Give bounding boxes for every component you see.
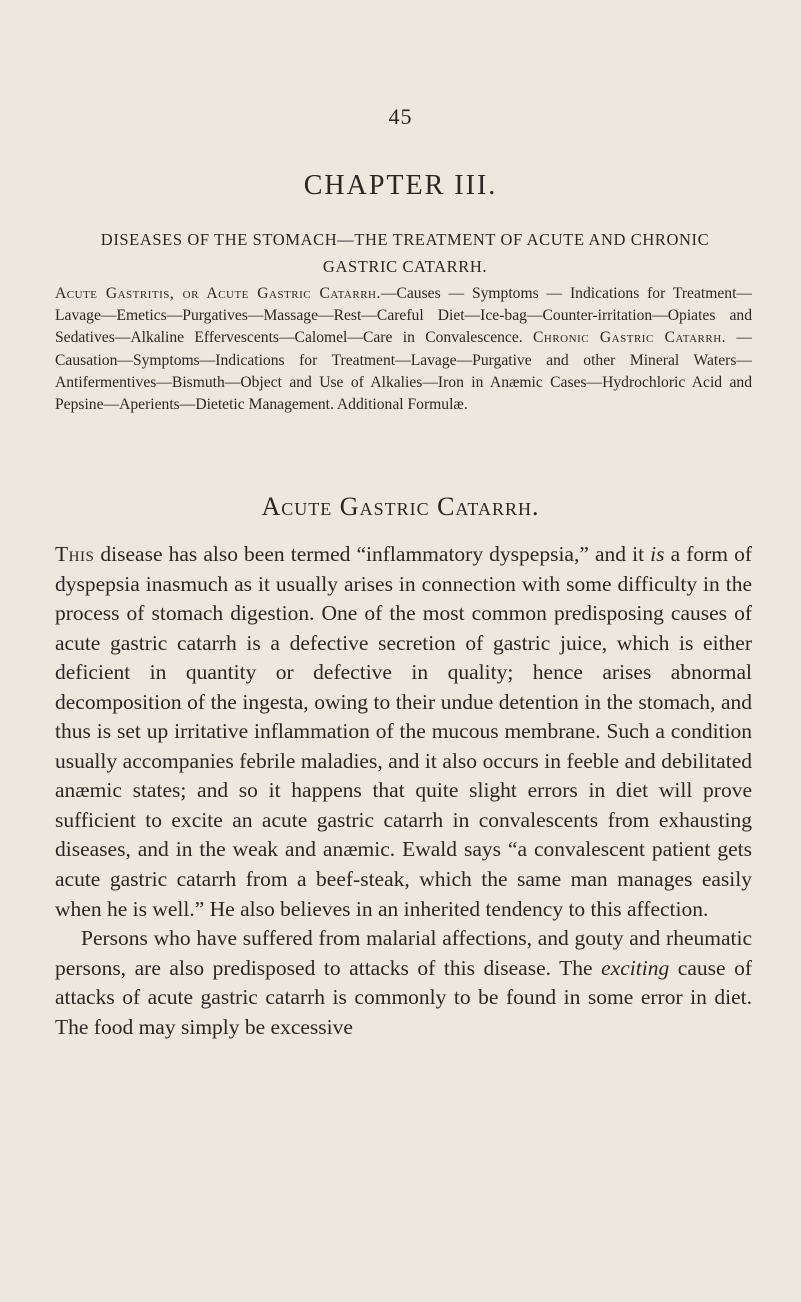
paragraph-2-emphasis: exciting: [601, 955, 670, 980]
summary-lead: Acute Gastritis, or Acute Gastric Catarrh.: [55, 285, 381, 302]
chapter-subtitle: DISEASES OF THE STOMACH—THE TREATMENT OF ACUTE AND CHRONIC GASTRIC CATARRH.: [100, 230, 710, 276]
paragraph-1-emphasis: is: [650, 542, 665, 566]
paragraph-2-text-a: Persons who have suffered from malarial affections, and gouty and rheumatic persons, are also predisposed to attacks of this disease. The: [55, 926, 752, 980]
paragraph-1-text-a: disease has also been termed “inflammatory dyspepsia,” and it: [94, 542, 651, 566]
paragraph-1-text-b: a form of dyspepsia inasmuch as it usually arises in connection with some difficulty in the process of stomach digestion. One of the most common predisposing causes of acute gastric catarrh is a defective secretion of gastric juice, which is either deficient in quantity or defective in quality; hence arises abnormal decomposition of the ingesta, owing to their undue detention in the stomach, and thus is set up irritative inflammation of the mucous membrane. Such a condition usually accompanies febrile maladies, and it also occurs in feeble and debilitated anæmic states; and so it happens that quite slight errors in diet will prove sufficient to excite an acute gastric catarrh in convalescents from exhausting diseases, and in the weak and anæmic. Ewald says “a convalescent patient gets acute gastric catarrh from a beef-steak, which the same man manages easily when he is well.” He also believes in an inherited tendency to this affection.: [55, 542, 753, 921]
chapter-summary: [55, 283, 752, 416]
summary-text-1: —Causes — Symptoms — Indications for Treatment—Lavage—Emetics—Purgatives—Massage—Rest—Careful Diet—Ice-bag—Counter-irritation—Opiates and Sedatives—Alkaline Effervescents—Calomel—Care in Convalescence.: [55, 285, 752, 347]
summary-lead-2: Chronic Gastric Catarrh.: [533, 329, 727, 347]
page-number: 45: [388, 104, 413, 129]
body-text: [55, 540, 752, 1042]
paragraph-1: [55, 540, 752, 924]
section-heading: Acute Gastric Catarrh.: [261, 492, 540, 521]
chapter-title: CHAPTER III.: [303, 170, 498, 201]
paragraph-2-text-b: cause of attacks of acute gastric catarrh is commonly to be found in some error in diet. The food may simply be excessive: [55, 955, 752, 1039]
paragraph-1-first-word: This: [55, 542, 95, 566]
summary-text-2: —Causation—Symptoms—Indications for Treatment—Lavage—Purgative and other Mineral Waters—Antifermentives—Bismuth—Object and Use of Alkalies—Iron in Anæmic Cases—Hydrochloric Acid and Pepsine—Aperients—Dietetic Management. Additional Formulæ.: [55, 329, 752, 414]
paragraph-2: [55, 924, 752, 1042]
